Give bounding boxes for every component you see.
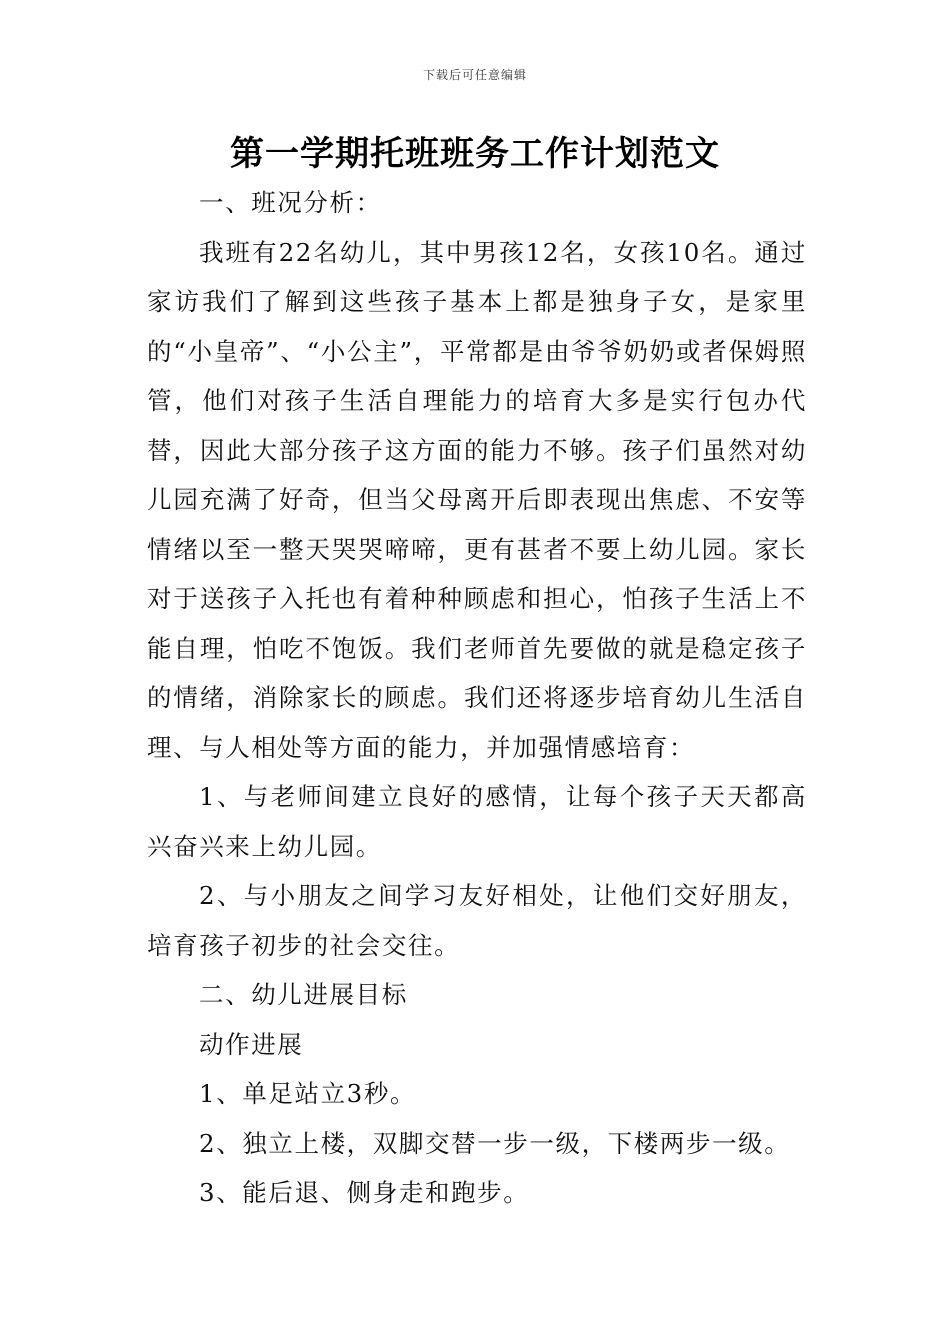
document-title: 第一学期托班班务工作计划范文: [230, 134, 720, 174]
section-heading-development-goals: 二、幼儿进展目标: [199, 980, 408, 1009]
list-item-teacher-relationship: 1、与老师间建立良好的感情，让每个孩子天天都高兴奋兴来上幼儿园。: [147, 782, 807, 861]
paragraph-class-analysis: 我班有22名幼儿，其中男孩12名，女孩10名。通过家访我们了解到这些孩子基本上都是独身子女，是家里的“小皇帝”、“小公主”，平常都是由爷爷奶奶或者保姆照管，他们对孩子生活自理能力的培育大多是实行包办代替，因此大部分孩子这方面的能力不够。孩子们虽然对幼儿园充满了好奇，但当父母离开后即表现出焦虑、不安等情绪以至一整天哭哭啼啼，更有甚者不要上幼儿园。家长对于送孩子入托也有着种种顾虑和担心，怕孩子生活上不能自理，怕吃不饱饭。我们老师首先要做的就是稳定孩子的情绪，消除家长的顾虑。我们还将逐步培育幼儿生活自理、与人相处等方面的能力，并加强情感培育：: [147, 237, 807, 762]
list-item-peer-relationship: 2、与小朋友之间学习友好相处，让他们交好朋友，培育孩子初步的社会交往。: [147, 881, 807, 960]
list-item-walk-run: 3、能后退、侧身走和跑步。: [199, 1178, 530, 1207]
list-item-stairs: 2、独立上楼，双脚交替一步一级，下楼两步一级。: [199, 1128, 791, 1158]
section-heading-class-analysis: 一、班况分析：: [199, 188, 382, 217]
subheading-motor-development: 动作进展: [199, 1029, 304, 1059]
list-item-stand-one-foot: 1、单足站立3秒。: [199, 1079, 417, 1108]
document-body: [147, 178, 807, 1218]
header-note: 下载后可任意编辑: [422, 68, 527, 82]
